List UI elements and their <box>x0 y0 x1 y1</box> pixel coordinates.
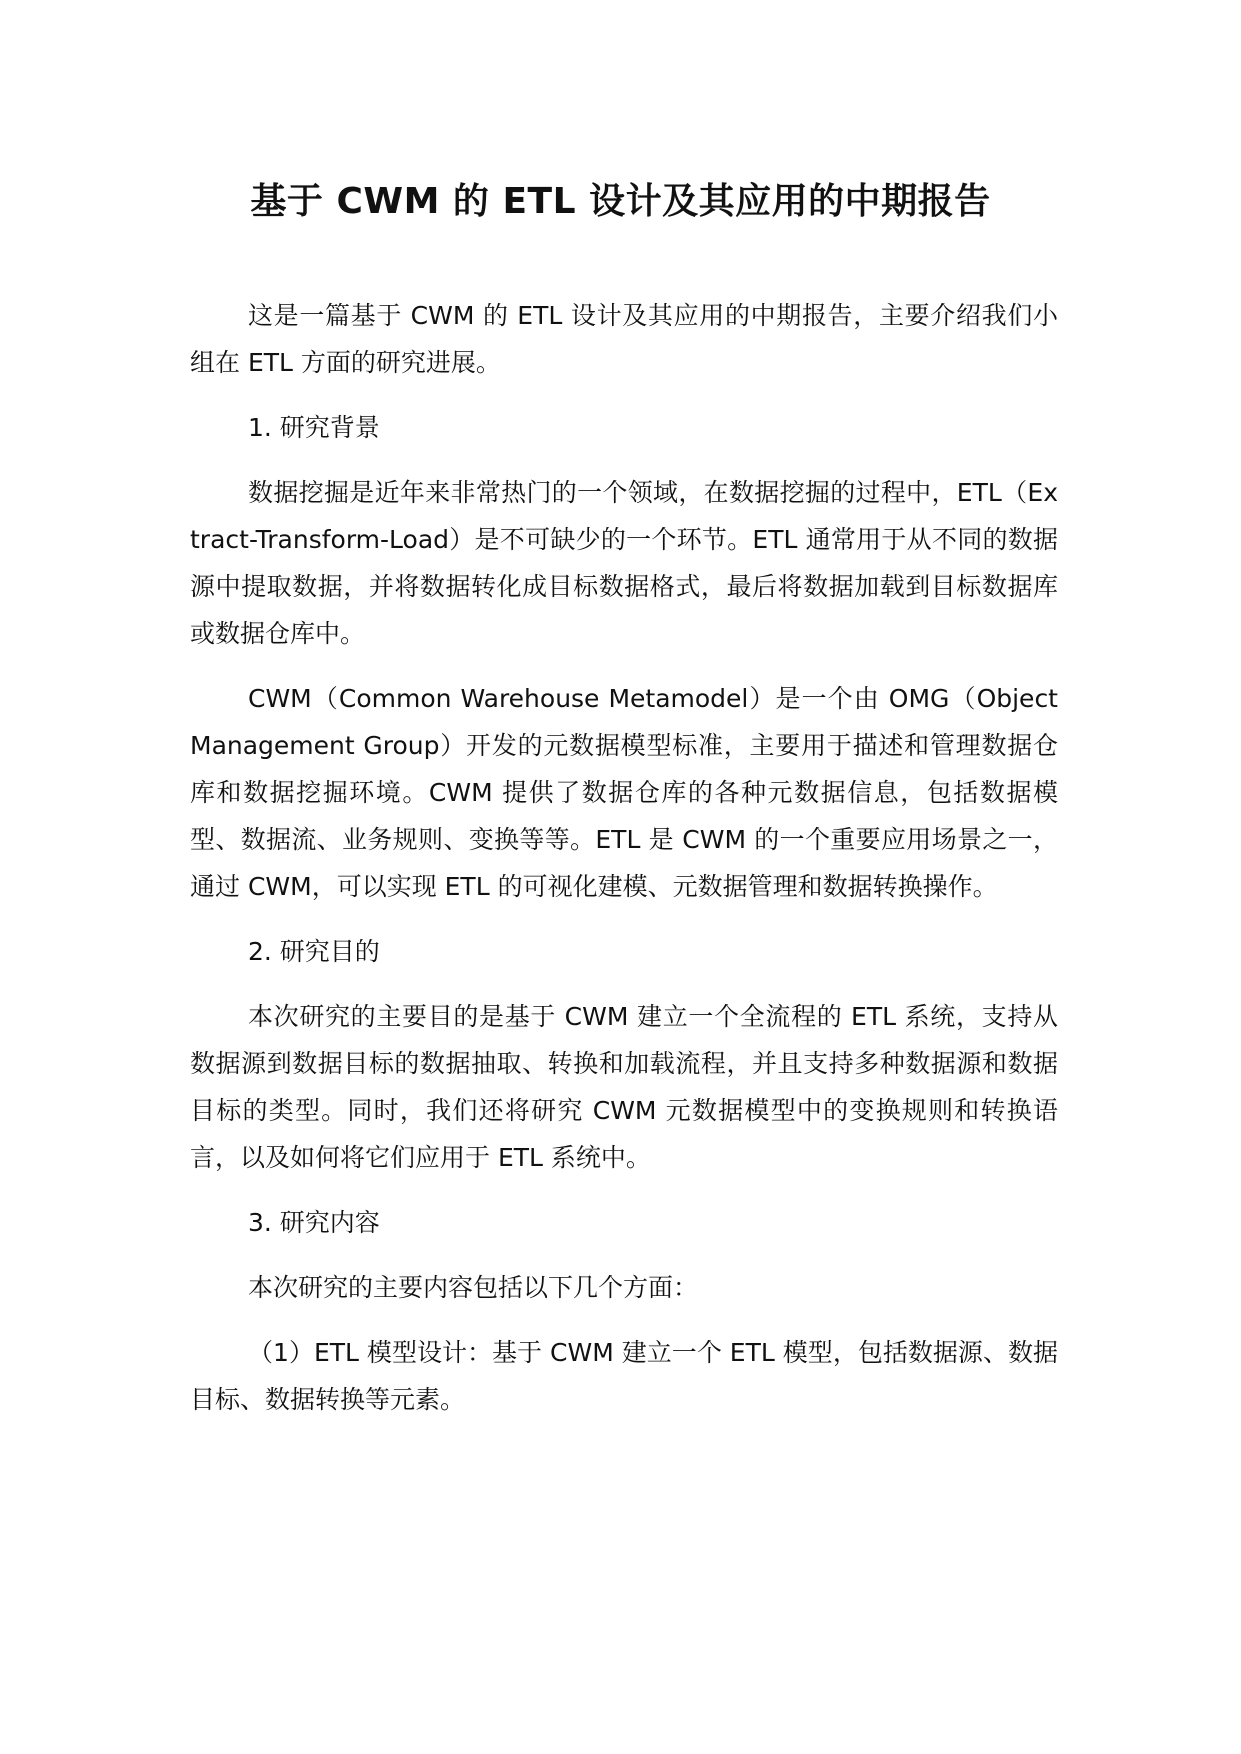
purpose-paragraph: 本次研究的主要目的是基于 CWM 建立一个全流程的 ETL 系统，支持从数据源到数据目标的数据抽取、转换和加载流程，并且支持多种数据源和数据目标的类型。同时，我们还将研究 CWM 元数据模型中的变换规则和转换语言，以及如何将它们应用于 ETL 系统中。 <box>190 1002 1058 1172</box>
section-heading-purpose: 2. 研究目的 <box>248 937 380 966</box>
intro-paragraph: 这是一篇基于 CWM 的 ETL 设计及其应用的中期报告，主要介绍我们小组在 ETL 方面的研究进展。 <box>190 301 1058 377</box>
section-heading-background: 1. 研究背景 <box>248 413 380 442</box>
content-intro-paragraph: 本次研究的主要内容包括以下几个方面： <box>248 1273 699 1302</box>
document-title: 基于 CWM 的 ETL 设计及其应用的中期报告 <box>250 181 991 222</box>
background-paragraph-2: CWM（Common Warehouse Metamodel）是一个由 OMG（Object Management Group）开发的元数据模型标准，主要用于描述和管理数据仓库和数据挖掘环境。CWM 提供了数据仓库的各种元数据信息，包括数据模型、数据流、业务规则、变换等等。ETL 是 CWM 的一个重要应用场景之一，通过 CWM，可以实现 ETL 的可视化建模、元数据管理和数据转换操作。 <box>190 684 1058 901</box>
section-heading-content: 3. 研究内容 <box>248 1208 380 1237</box>
content-item-1: （1）ETL 模型设计：基于 CWM 建立一个 ETL 模型，包括数据源、数据目标、数据转换等元素。 <box>190 1338 1058 1414</box>
background-paragraph-1: 数据挖掘是近年来非常热门的一个领域，在数据挖掘的过程中，ETL（Extract-Transform-Load）是不可缺少的一个环节。ETL 通常用于从不同的数据源中提取数据，并将数据转化成目标数据格式，最后将数据加载到目标数据库或数据仓库中。 <box>190 478 1058 648</box>
document-body <box>190 292 1058 1441</box>
